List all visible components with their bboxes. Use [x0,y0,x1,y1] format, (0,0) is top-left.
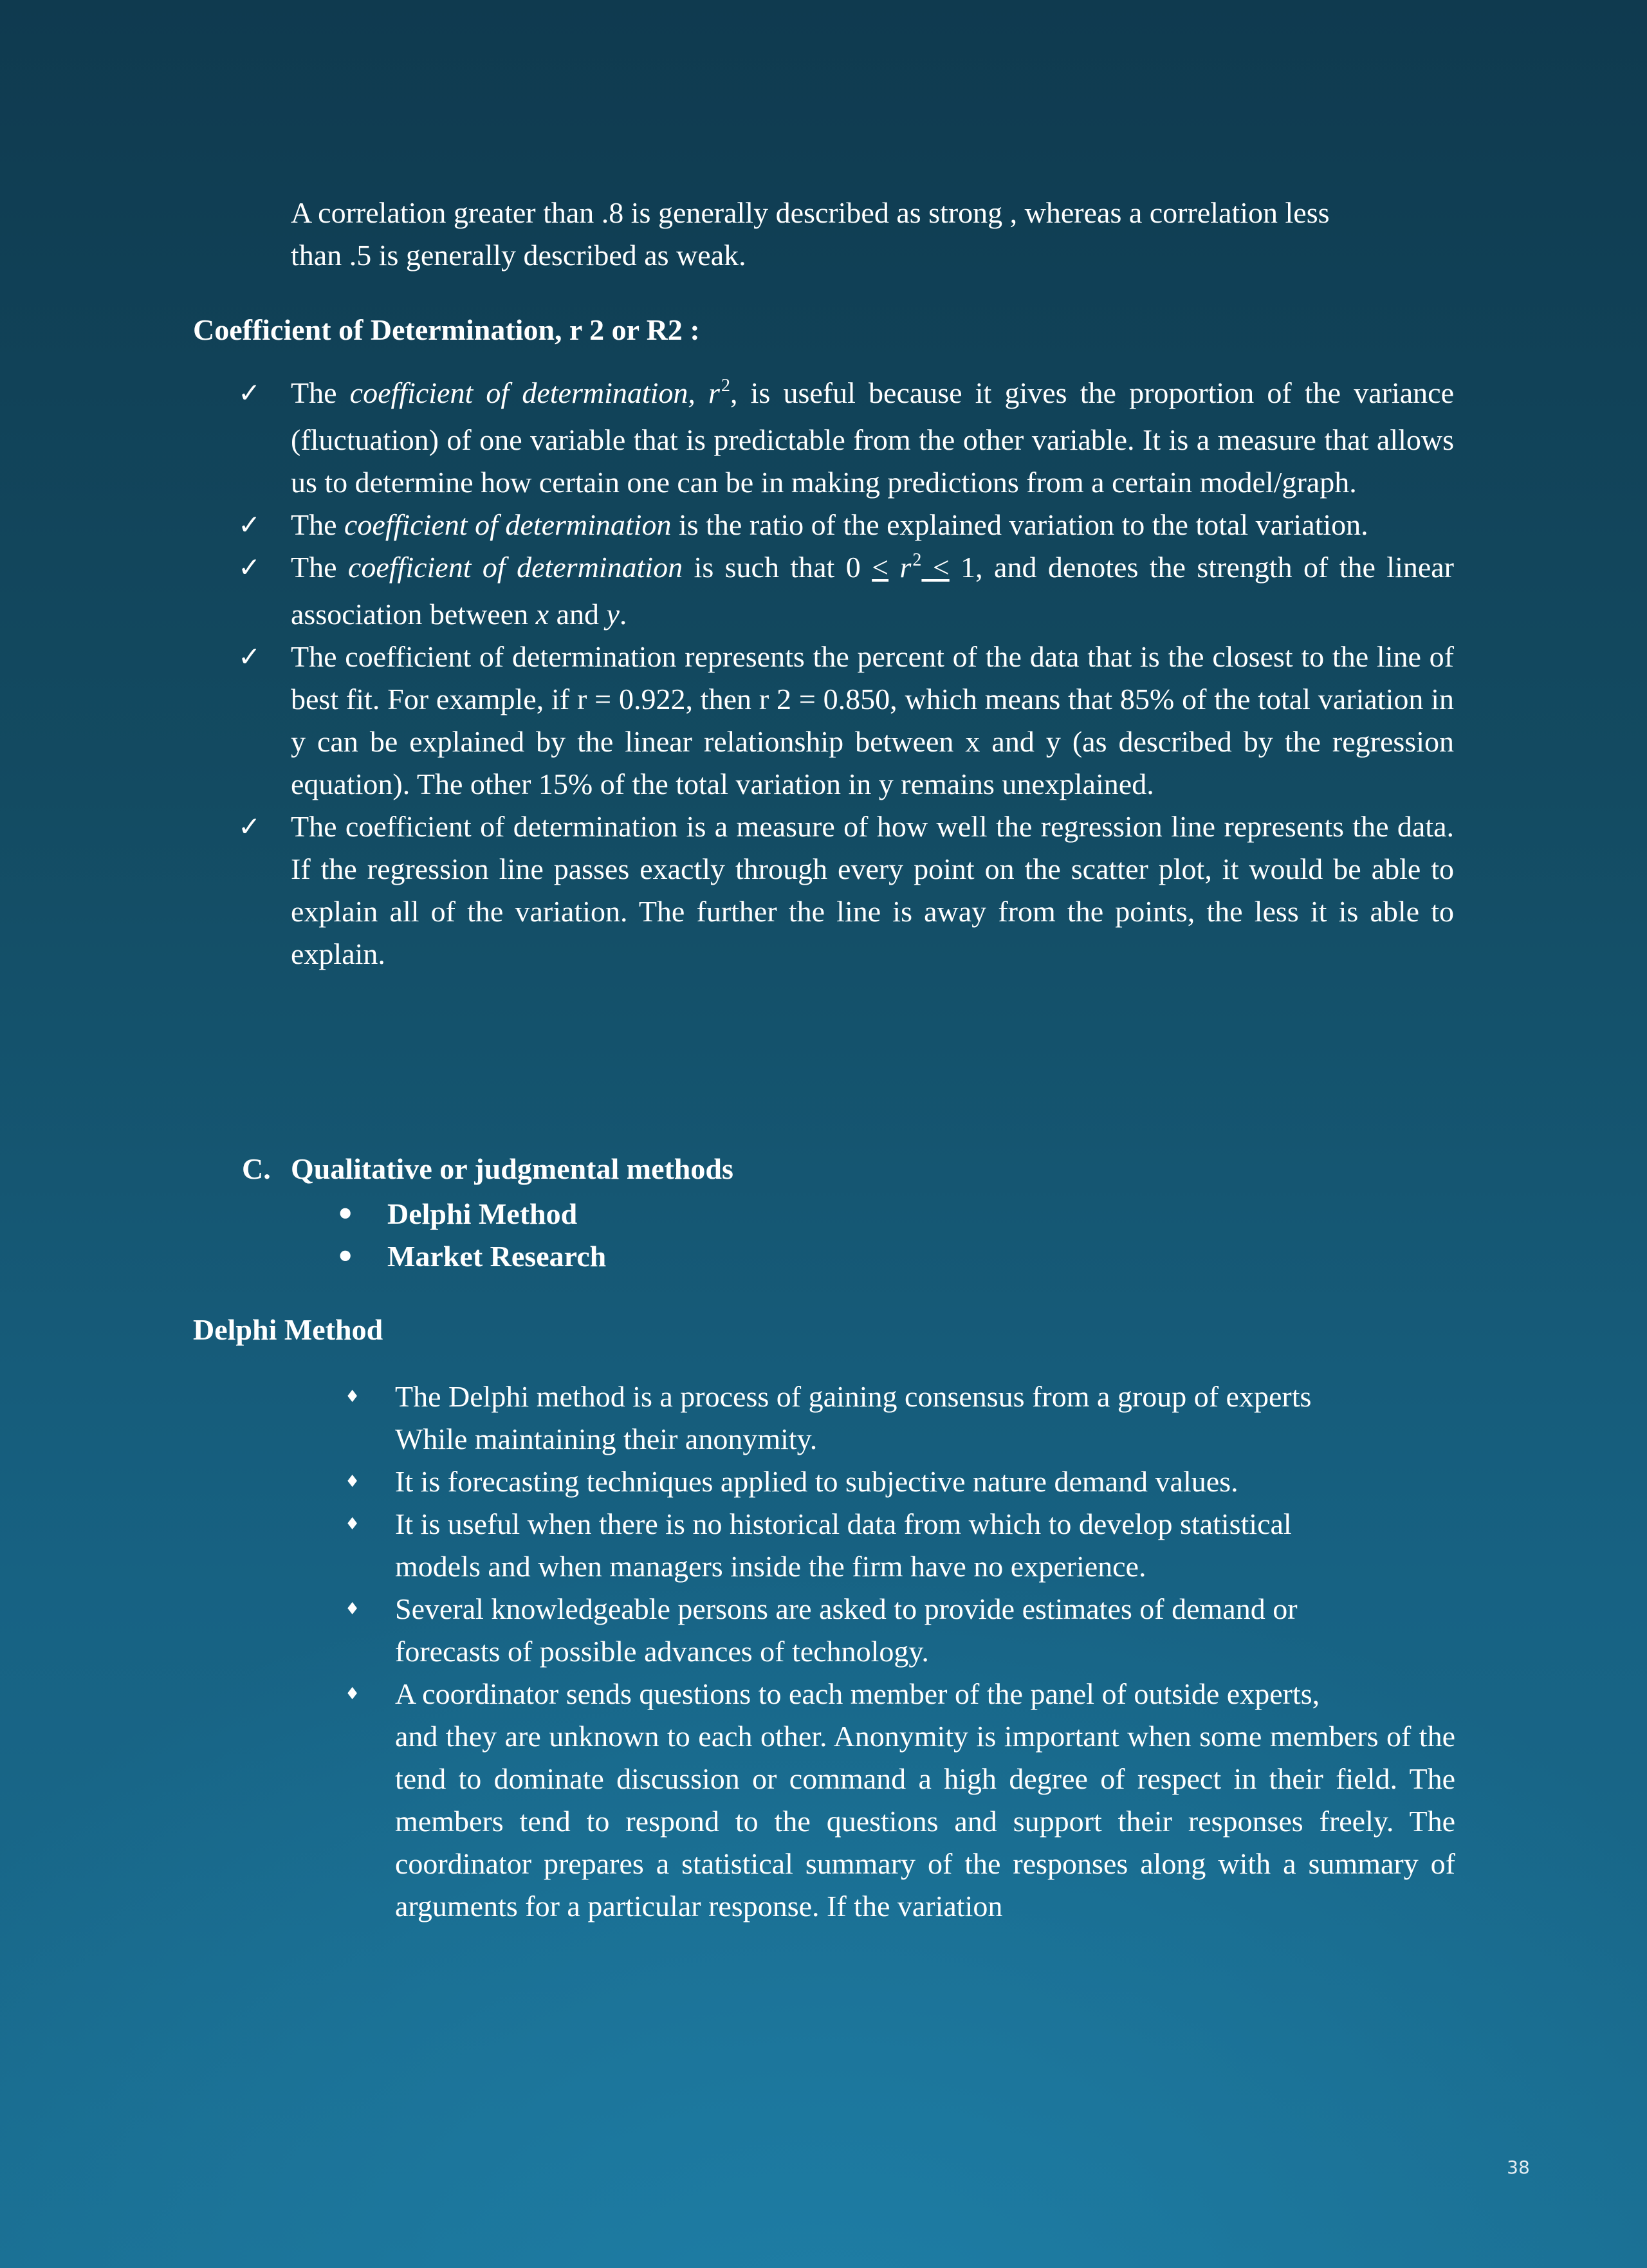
italic-term: r [888,551,912,584]
delphi-heading: Delphi Method [193,1313,383,1346]
italic-term: coefficient of determination, r [349,376,720,409]
check-icon: ✓ [238,641,261,672]
list-item-line: The Delphi method is a process of gaining consensus from a group of experts [395,1380,1312,1413]
text-run: The [291,551,348,584]
list-item [345,1376,1455,1461]
list-item [345,1673,1455,1928]
check-icon: ✓ [238,551,261,583]
diamond-bullet-icon: ♦ [345,1515,360,1534]
list-item [336,1193,606,1235]
page-number: 38 [1507,2157,1530,2178]
list-item [238,806,1454,975]
diamond-bullet-icon: ♦ [345,1600,360,1619]
list-item [345,1461,1455,1503]
less-equal-sign: < [921,551,950,584]
italic-term: coefficient of determination [344,508,672,541]
section-title: Qualitative or judgmental methods [291,1152,733,1185]
diamond-bullet-icon: ♦ [345,1387,360,1406]
text-run: , is useful because it gives the proportion of the variance (fluctuation) of one variable that is predictable from the other variable. It is a measure that allows us to determine how certain one can be in making predictions from a certain model/graph. [291,376,1455,499]
text-run: 1, and denotes the strength of the linear association between [291,551,1455,631]
bullet-icon: • [336,1197,355,1231]
list-item-line: Several knowledgeable persons are asked to provide estimates of demand or [395,1592,1298,1625]
text-run: . [619,598,627,631]
text-run: The [291,376,350,409]
list-item [345,1588,1455,1673]
check-icon: ✓ [238,509,261,540]
diamond-bullet-icon: ♦ [345,1684,360,1704]
delphi-list [345,1376,1455,1928]
cod-list [238,372,1454,975]
list-item-line: models and when managers inside the firm have no experience. [395,1550,1146,1583]
list-item-text [291,372,1454,504]
italic-term: y [606,598,620,631]
section-c-heading [242,1148,733,1190]
list-item [238,372,1454,504]
intro-line: A correlation greater than .8 is generally described as strong , whereas a correlation less [291,196,1330,229]
intro-paragraph [291,192,1455,277]
list-item [336,1235,606,1278]
section-c-list [336,1193,606,1278]
list-item-text: and they are unknown to each other. Anonymity is important when some members of the tend to dominate discussion or command a high degree of respect in their field. The members tend to respond to the questions and support their responses freely. The coordinator prepares a statistical summary of the responses along with a summary of arguments for a particular response. If the variation [395,1720,1455,1922]
list-item-line: It is useful when there is no historical data from which to develop statistical [395,1507,1292,1540]
list-item-text: Market Research [387,1240,607,1273]
list-item-line: It is forecasting techniques applied to subjective nature demand values. [395,1465,1238,1498]
less-equal-sign: < [872,551,889,584]
list-item-text: The coefficient of determination represents the percent of the data that is the closest to the line of best fit. For example, if r = 0.922, then r 2 = 0.850, which means that 85% of the total variation in y can be explained by the linear relationship between x and y (as described by the regression equation). The other 15% of the total variation in y remains unexplained. [291,640,1454,800]
list-item-line: While maintaining their anonymity. [395,1423,818,1455]
bullet-icon: • [336,1239,355,1274]
superscript: 2 [721,376,730,396]
text-run: is such that 0 [683,551,872,584]
section-letter: C. [242,1152,271,1185]
list-item-line: A coordinator sends questions to each member of the panel of outside experts, [395,1677,1320,1710]
italic-term: x [535,598,549,631]
text-run: and [549,598,607,631]
list-item [238,546,1454,636]
text-run: is the ratio of the explained variation to the total variation. [671,508,1368,541]
list-item-text: Delphi Method [387,1197,578,1230]
cod-heading: Coefficient of Determination, r 2 or R2 : [193,313,700,346]
superscript: 2 [912,550,922,570]
diamond-bullet-icon: ♦ [345,1472,360,1491]
italic-term: coefficient of determination [347,551,683,584]
list-item [345,1503,1455,1588]
list-item-text: The coefficient of determination is a measure of how well the regression line represents the data. If the regression line passes exactly through every point on the scatter plot, it would be able to explain all of the variation. The further the line is away from the points, the less it is able to explain. [291,810,1454,970]
check-icon: ✓ [238,811,261,842]
list-item-text [291,546,1454,636]
list-item [238,636,1454,806]
text-run: The [291,508,345,541]
list-item-line: forecasts of possible advances of technology. [395,1635,929,1668]
check-icon: ✓ [238,377,261,409]
intro-line: than .5 is generally described as weak. [291,239,746,272]
list-item [238,504,1454,546]
list-item-text [291,504,1454,546]
